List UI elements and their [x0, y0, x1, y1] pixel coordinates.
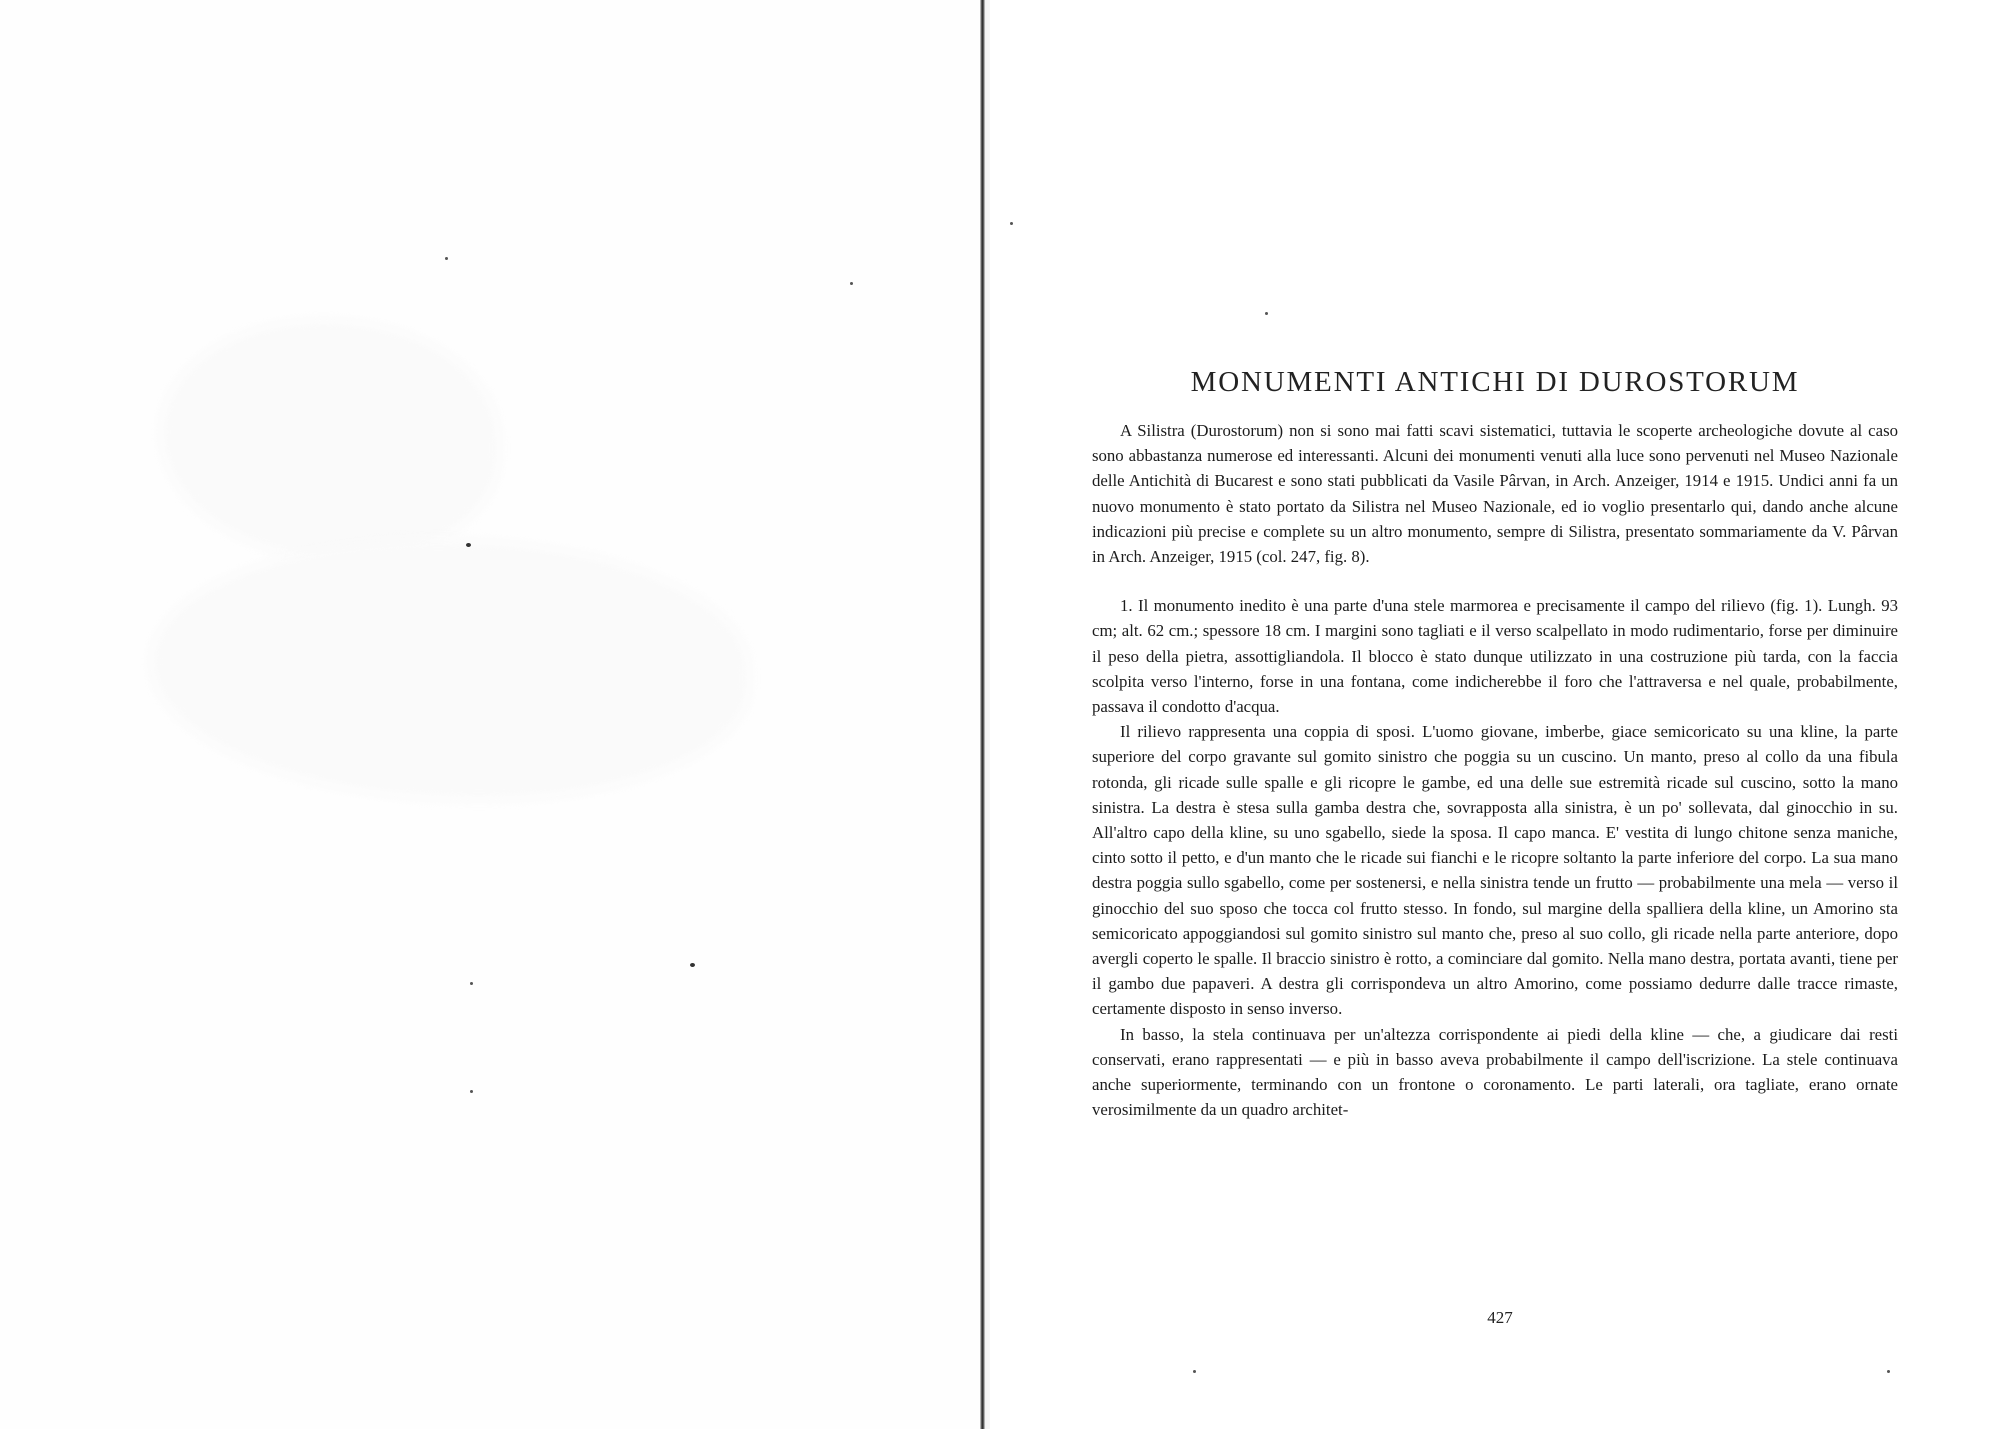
- page-speck: [1010, 222, 1013, 225]
- page-number: 427: [1487, 1308, 1513, 1327]
- intro-paragraph: A Silistra (Durostorum) non si sono mai fatti scavi sistematici, tuttavia le scoperte archeologiche dovute al caso sono abbastanza numerose ed interessanti. Alcuni dei monumenti venuti alla luce sono pervenuti nel Museo Nazionale delle Antichità di Bucarest e sono stati pubblicati da Vasile Pârvan, in Arch. Anzeiger, 1914 e 1915. Undici anni fa un nuovo monumento è stato portato da Silistra nel Museo Nazionale, ed io voglio presentarlo qui, dando anche alcune indicazioni più precise e complete su un altro monumento, sempre di Silistra, presentato sommariamente da V. Pârvan in Arch. Anzeiger, 1915 (col. 247, fig. 8).: [1092, 421, 1898, 567]
- page-speck: [1887, 1370, 1890, 1373]
- page-speck: [690, 963, 695, 967]
- page-speck: [466, 543, 471, 547]
- page-speck: [445, 257, 448, 260]
- page-speck: [470, 982, 473, 985]
- article-text: [1092, 364, 1898, 1122]
- page-speck: [1265, 312, 1268, 315]
- lower-part-paragraph: In basso, la stela continuava per un'altezza corrispondente ai piedi della kline — che, a giudicare dai resti conservati, erano rappresentati — e più in basso aveva probabilmente il campo dell'iscrizione. La stele continuava anche superiormente, terminando con un frontone o coronamento. Le parti laterali, ora tagliate, erano ornate verosimilmente da un quadro architet-: [1092, 1024, 1898, 1120]
- bleed-through-shape: [160, 320, 500, 560]
- relief-description-paragraph: Il rilievo rappresenta una coppia di sposi. L'uomo giovane, imberbe, giace semicoricato su una kline, la parte superiore del corpo gravante sul gomito sinistro che poggia su un cuscino. Un manto, preso al collo da una fibula rotonda, gli ricade sulle spalle e gli ricopre le gambe, ed una delle sue estremità ricade sul cuscino, sotto la mano sinistra. La destra è stesa sulla gamba destra che, sovrapposta alla sinistra, è un po' sollevata, dal ginocchio in su. All'altro capo della kline, su uno sgabello, siede la sposa. Il capo manca. E' vestita di lungo chitone senza maniche, cinto sotto il petto, e d'un manto che le ricade sui fianchi e le ricopre soltanto la parte inferiore del corpo. La sua mano destra poggia sullo sgabello, come per sostenersi, e nella sinistra tende un frutto — probabilmente una mela — verso il ginocchio del suo sposo che tocca col frutto stesso. In fondo, sul margine della spalliera della kline, un Amorino sta semicoricato appoggiandosi sul gomito sinistro sul manto che, preso al suo collo, gli ricade nella parte anteriore, dopo avergli coperto le spalle. Il braccio sinistro è rotto, a cominciare dal gomito. Nella mano destra, portata avanti, tiene per il gambo due papaveri. A destra gli corrispondeva un altro Amorino, come possiamo dedurre dalle tracce rimaste, certamente disposto in senso inverso.: [1092, 722, 1898, 1019]
- page-speck: [850, 282, 853, 285]
- article-title: MONUMENTI ANTICHI DI DUROSTORUM: [1190, 366, 1800, 398]
- section-1-paragraph: 1. Il monumento inedito è una parte d'una stele marmorea e precisamente il campo del rilievo (fig. 1). Lungh. 93 cm; alt. 62 cm.; spessore 18 cm. I margini sono tagliati e il verso scalpellato in modo rudimentario, forse per diminuire il peso della pietra, assottigliandola. Il blocco è stato dunque utilizzato in una costruzione più tarda, con la faccia scolpita verso l'interno, forse in una fontana, come indicherebbe il foro che l'attraversa e nel quale, probabilmente, passava il condotto d'acqua.: [1092, 596, 1898, 717]
- bleed-through-shape: [150, 540, 750, 800]
- page-speck: [470, 1090, 473, 1093]
- left-page-blank: [0, 0, 980, 1429]
- page-speck: [1193, 1370, 1196, 1373]
